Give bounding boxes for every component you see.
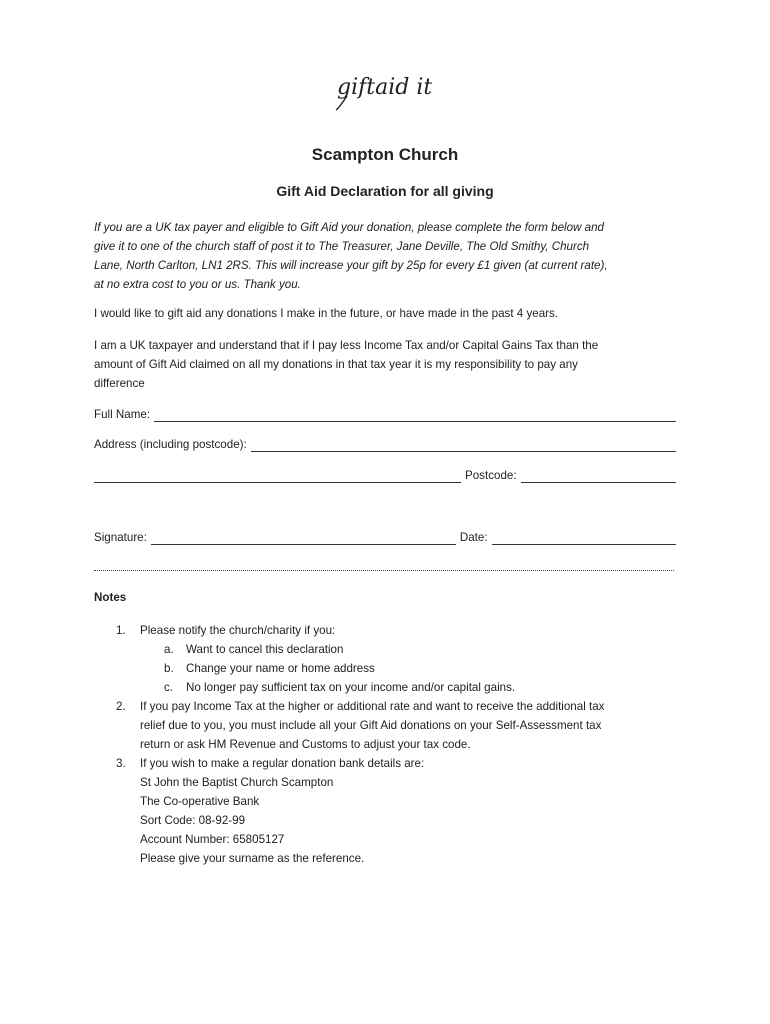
gift-aid-logo-text: giftaid it (337, 75, 433, 100)
full-name-label: Full Name: (94, 408, 151, 421)
notes-subitem-letter: c. (164, 681, 174, 694)
notes-list (94, 621, 684, 868)
taxpayer-statement (94, 336, 684, 393)
signature-field[interactable] (151, 530, 456, 545)
gift-aid-logo-mark (333, 70, 443, 112)
notes-item-number: 3. (116, 757, 126, 770)
notes-item-text: Please notify the church/charity if you: (140, 624, 336, 637)
notes-item-text: If you wish to make a regular donation bank details are: (140, 757, 425, 770)
notes-item-1 (94, 621, 684, 640)
notes-item-text: If you pay Income Tax at the higher or additional rate and want to receive the additional tax (140, 700, 605, 713)
address-row (94, 435, 676, 455)
taxpayer-line: amount of Gift Aid claimed on all my donations in that tax year it is my responsibility to pay any (94, 358, 578, 371)
address-label: Address (including postcode): (94, 438, 247, 451)
declaration-line: I would like to gift aid any donations I make in the future, or have made in the past 4 years. (94, 307, 559, 320)
bank-reference-note: Please give your surname as the reference. (140, 852, 365, 865)
notes-subitem-a (94, 640, 684, 659)
postcode-field[interactable] (521, 468, 676, 483)
address-field[interactable] (251, 437, 676, 452)
signature-row (94, 528, 676, 548)
bank-institution: The Co-operative Bank (140, 795, 260, 808)
signature-label: Signature: (94, 531, 147, 544)
notes-item-2 (94, 697, 684, 754)
intro-line: Lane, North Carlton, LN1 2RS. This will increase your gift by 25p for every £1 given (at current rate), (94, 259, 608, 272)
notes-item-number: 1. (116, 624, 126, 637)
cut-line-divider (94, 570, 674, 571)
bank-account-number: Account Number: 65805127 (140, 833, 285, 846)
bank-name: St John the Baptist Church Scampton (140, 776, 334, 789)
intro-paragraph (94, 218, 684, 294)
postcode-label: Postcode: (465, 469, 517, 482)
notes-subitem-text: Want to cancel this declaration (186, 643, 344, 656)
notes-heading: Notes (94, 591, 127, 604)
intro-line: If you are a UK tax payer and eligible to Gift Aid your donation, please complete the form below and (94, 221, 604, 234)
address-line-2-field[interactable] (94, 468, 461, 483)
taxpayer-line: I am a UK taxpayer and understand that if I pay less Income Tax and/or Capital Gains Tax than the (94, 339, 599, 352)
page-title: Scampton Church (311, 145, 459, 164)
declaration-statement (94, 304, 684, 323)
intro-line: at no extra cost to you or us. Thank you. (94, 278, 301, 291)
notes-item-text: return or ask HM Revenue and Customs to adjust your tax code. (140, 738, 471, 751)
notes-subitem-text: Change your name or home address (186, 662, 375, 675)
date-field[interactable] (492, 530, 676, 545)
notes-subitem-text: No longer pay sufficient tax on your income and/or capital gains. (186, 681, 516, 694)
full-name-row (94, 405, 676, 425)
taxpayer-line: difference (94, 377, 145, 390)
notes-subitem-letter: b. (164, 662, 174, 675)
bank-sort-code: Sort Code: 08-92-99 (140, 814, 246, 827)
page-subtitle: Gift Aid Declaration for all giving (276, 183, 494, 199)
date-label: Date: (459, 531, 488, 544)
notes-subitem-b (94, 659, 684, 678)
notes-subitem-c (94, 678, 684, 697)
notes-subitem-letter: a. (164, 643, 174, 656)
notes-item-text: relief due to you, you must include all your Gift Aid donations on your Self-Assessment tax (140, 719, 602, 732)
full-name-field[interactable] (154, 407, 676, 422)
notes-item-number: 2. (116, 700, 126, 713)
address-postcode-row (94, 466, 676, 486)
intro-line: give it to one of the church staff of post it to The Treasurer, Jane Deville, The Old Smithy, Church (94, 240, 590, 253)
notes-item-3 (94, 754, 684, 868)
gift-aid-logo (333, 70, 443, 112)
